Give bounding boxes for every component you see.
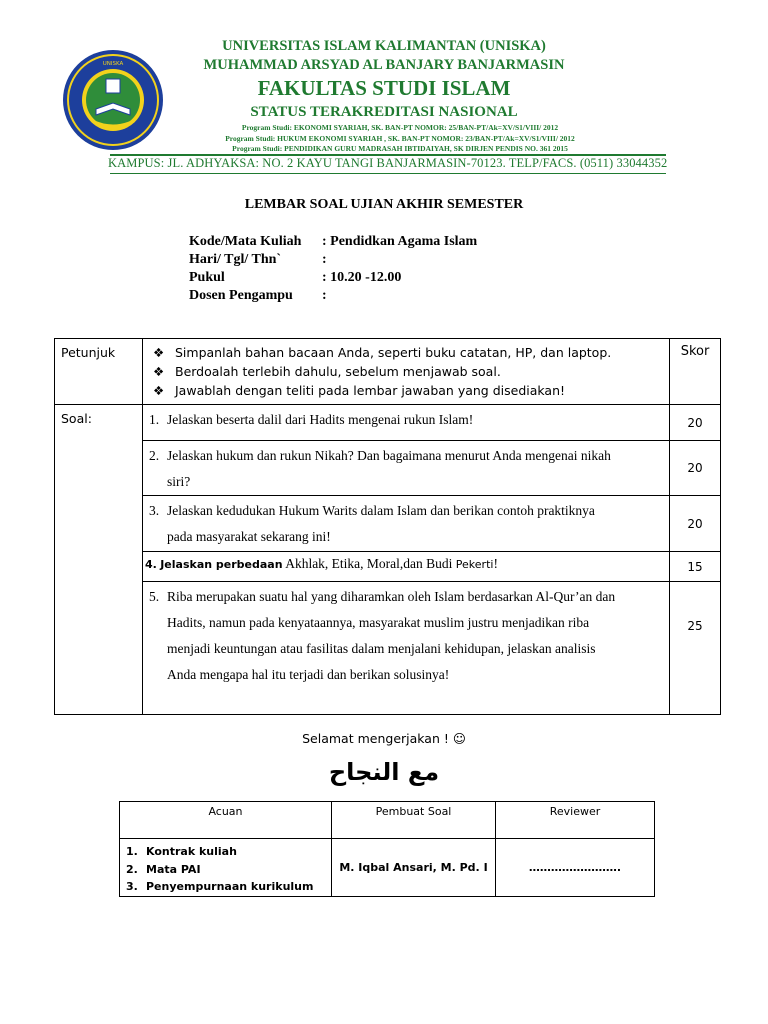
question-score: 25 — [670, 582, 721, 715]
info-label: Dosen Pengampu — [189, 288, 293, 303]
question-text: Jelaskan hukum dan rukun Nikah? Dan bagaimana menurut Anda mengenai nikah — [167, 448, 611, 463]
info-label: Kode/Mata Kuliah — [189, 234, 302, 249]
reference-item — [126, 878, 331, 896]
info-row-course — [189, 234, 477, 252]
question-score: 15 — [670, 552, 721, 582]
accreditation-status: STATUS TERAKREDITASI NASIONAL — [250, 104, 518, 120]
instructions-list — [143, 339, 670, 405]
question-text: pada masyarakat sekarang ini! — [167, 529, 331, 544]
program-line-2: Program Studi: HUKUM EKONOMI SYARIAH , SK. BAN-PT NOMOR: 23/BAN-PT/Ak=XV/S1/VIII/ 2012 — [225, 134, 575, 143]
diamond-bullet-icon: ❖ — [153, 345, 165, 360]
question-3 — [143, 496, 670, 552]
info-value: : — [322, 252, 327, 267]
question-text: Jelaskan beserta dalil dari Hadits mengenai rukun Islam! — [167, 412, 474, 427]
header-reviewer: Reviewer — [496, 802, 655, 839]
instruction-item — [153, 343, 665, 362]
reviewer-name: ……………………. — [496, 839, 655, 897]
question-row — [55, 496, 721, 552]
question-text: Anda mengapa hal itu terjadi dan berikan solusinya! — [167, 667, 450, 682]
question-row — [55, 582, 721, 715]
questions-table — [54, 338, 721, 715]
question-number: 2. — [149, 448, 160, 463]
info-label: Pukul — [189, 270, 225, 285]
question-row — [55, 405, 721, 441]
reference-item — [126, 843, 331, 861]
question-text: menjadi keuntungan atau fasilitas dalam menjalani kehidupan, jelaskan analisis — [167, 641, 596, 656]
reference-item — [126, 861, 331, 879]
svg-text:UNISKA: UNISKA — [102, 61, 124, 67]
question-text: Jelaskan perbedaan — [160, 558, 283, 571]
info-value: : 10.20 -12.00 — [322, 270, 402, 285]
info-row-lecturer — [189, 288, 477, 306]
question-text: siri? — [167, 474, 191, 489]
question-text: ! — [493, 556, 498, 571]
question-row — [55, 441, 721, 496]
question-number: 1. — [149, 412, 160, 427]
reference-text: Mata PAI — [146, 862, 201, 876]
info-value: : — [322, 288, 327, 303]
info-label: Hari/ Tgl/ Thn` — [189, 252, 282, 267]
instruction-text: Berdoalah terlebih dahulu, sebelum menjawab soal. — [175, 364, 501, 379]
question-2 — [143, 441, 670, 496]
faculty-name: FAKULTAS STUDI ISLAM — [257, 76, 511, 100]
info-row-date — [189, 252, 477, 270]
review-table — [119, 801, 655, 897]
program-line-3: Program Studi: PENDIDIKAN GURU MADRASAH IBTIDAIYAH, SK DIRJEN PENDIS NO. 361 2015 — [232, 144, 568, 153]
question-number: 3. — [149, 503, 160, 518]
reference-number: 3. — [126, 880, 138, 893]
review-table-header — [120, 802, 655, 839]
reference-list — [120, 839, 332, 897]
author-name: M. Iqbal Ansari, M. Pd. I — [332, 839, 496, 897]
exam-info — [189, 234, 477, 306]
instruction-item — [153, 381, 665, 400]
arabic-wish: مع النجاح — [328, 758, 440, 786]
reference-number: 2. — [126, 862, 138, 876]
question-text: Akhlak, Etika, Moral,dan Budi — [282, 556, 456, 571]
header-reference: Acuan — [120, 802, 332, 839]
instructions-label: Petunjuk — [55, 339, 143, 405]
instruction-text: Simpanlah bahan bacaan Anda, seperti buku catatan, HP, dan laptop. — [175, 345, 612, 360]
university-name: UNIVERSITAS ISLAM KALIMANTAN (UNISKA) — [222, 38, 546, 54]
campus-address: KAMPUS: JL. ADHYAKSA: NO. 2 KAYU TANGI BANJARMASIN-70123. TELP/FACS. (0511) 33044352 — [108, 156, 668, 170]
review-table-body — [120, 839, 655, 897]
question-text: Hadits, namun pada kenyataannya, masyarakat muslim justru menjadikan riba — [167, 615, 590, 630]
question-1 — [143, 405, 670, 441]
exam-title: LEMBAR SOAL UJIAN AKHIR SEMESTER — [244, 197, 524, 212]
diamond-bullet-icon: ❖ — [153, 364, 165, 379]
header-rule-bottom — [110, 173, 666, 174]
questions-label: Soal: — [55, 405, 143, 715]
question-number: 4. — [145, 558, 157, 571]
diamond-bullet-icon: ❖ — [153, 383, 165, 398]
university-namesake: MUHAMMAD ARSYAD AL BANJARY BANJARMASIN — [203, 57, 565, 73]
question-score: 20 — [670, 405, 721, 441]
instruction-item — [153, 362, 665, 381]
question-text: Riba merupakan suatu hal yang diharamkan oleh Islam berdasarkan Al-Qur’an dan — [167, 589, 616, 604]
question-score: 20 — [670, 496, 721, 552]
header-author: Pembuat Soal — [332, 802, 496, 839]
score-header: Skor — [670, 339, 721, 405]
closing-message: Selamat mengerjakan ! ☺ — [302, 731, 466, 746]
reference-text: Penyempurnaan kurikulum — [146, 880, 314, 893]
question-4 — [143, 552, 670, 582]
question-number: 5. — [149, 589, 160, 604]
question-row — [55, 552, 721, 582]
instructions-row — [55, 339, 721, 405]
reference-text: Kontrak kuliah — [146, 845, 237, 858]
program-line-1: Program Studi: EKONOMI SYARIAH, SK. BAN-PT NOMOR: 25/BAN-PT/Ak=XV/S1/VIII/ 2012 — [241, 123, 559, 132]
question-text: Pekerti — [455, 558, 494, 571]
reference-number: 1. — [126, 845, 138, 858]
question-text: Jelaskan kedudukan Hukum Warits dalam Islam dan berikan contoh praktiknya — [167, 503, 595, 518]
instruction-text: Jawablah dengan teliti pada lembar jawaban yang disediakan! — [175, 383, 566, 398]
info-row-time — [189, 270, 477, 288]
question-5 — [143, 582, 670, 715]
info-value: : Pendidkan Agama Islam — [322, 234, 478, 249]
question-score: 20 — [670, 441, 721, 496]
